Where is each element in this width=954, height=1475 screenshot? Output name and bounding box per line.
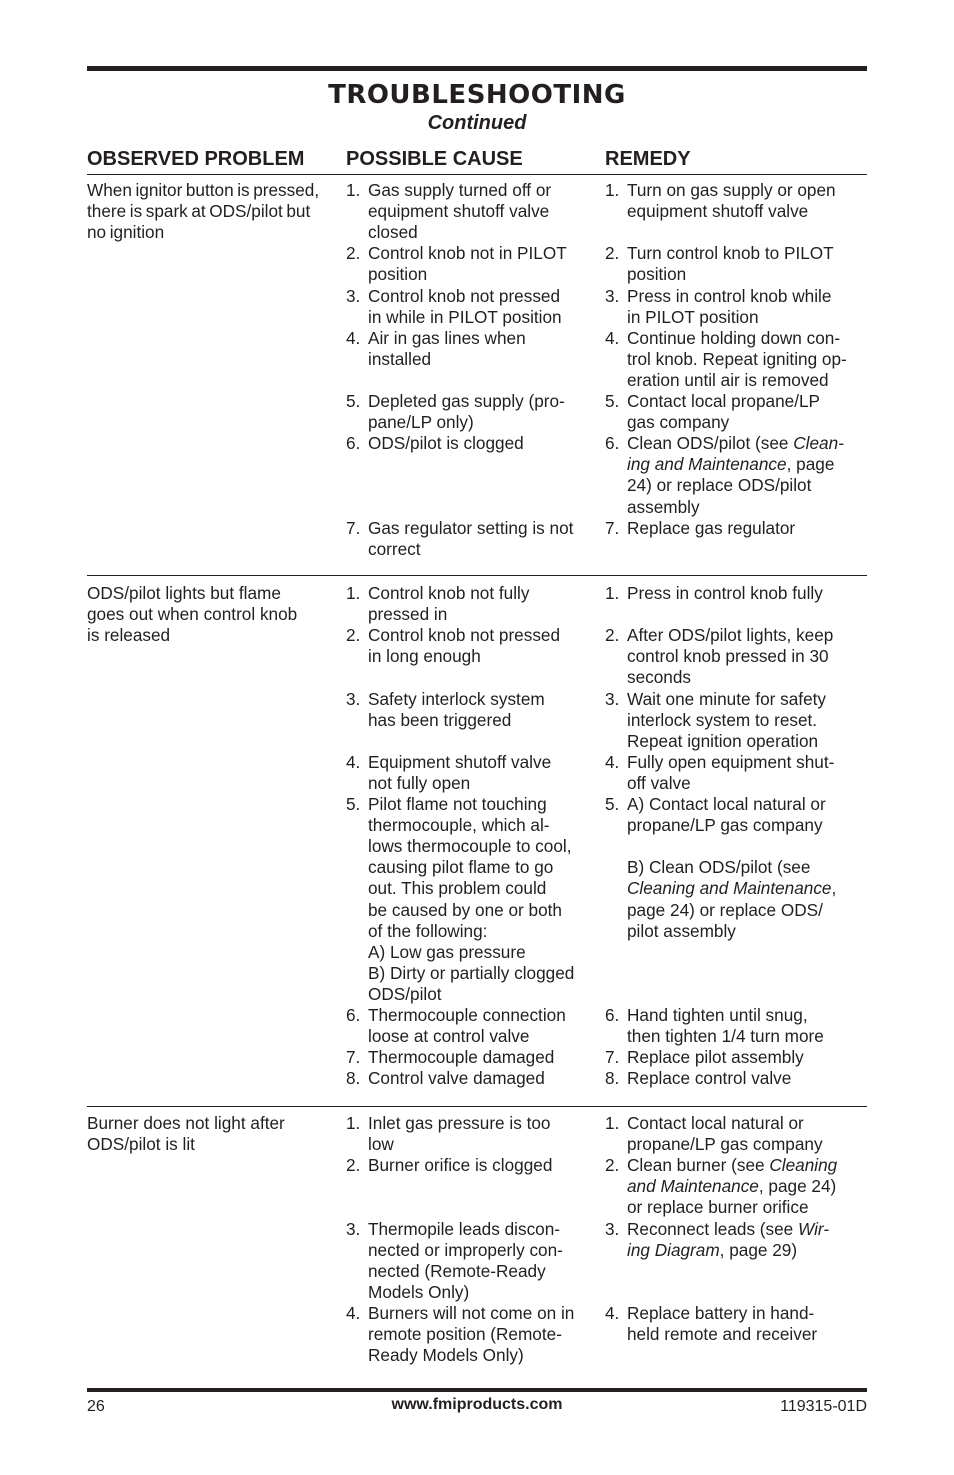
remedy-number: 5. bbox=[605, 794, 620, 814]
cause-text-line: remote position (Remote- bbox=[368, 1324, 562, 1344]
cause-text-line: Control knob not pressed bbox=[368, 625, 561, 646]
remedy-text-line: off valve bbox=[627, 772, 691, 793]
column-header-cause: POSSIBLE CAUSE bbox=[346, 148, 523, 170]
remedy-number: 4. bbox=[605, 1302, 620, 1323]
remedy-text-line: trol knob. Repeat igniting op- bbox=[627, 348, 847, 369]
remedy-text-line: propane/LP gas company bbox=[627, 1134, 823, 1155]
cause-number: 7. bbox=[346, 517, 361, 538]
remedy-text-line: Wait one minute for safety bbox=[627, 688, 827, 709]
cause-text-line: Burner orifice is clogged bbox=[368, 1155, 553, 1176]
cause-text-line: nected (Remote-Ready bbox=[368, 1260, 546, 1281]
problem-text-line: When ignitor button is pressed, bbox=[87, 180, 320, 200]
cause-text-line: pane/LP only) bbox=[368, 412, 474, 433]
column-header-remedy: REMEDY bbox=[605, 148, 691, 170]
remedy-text-line: held remote and receiver bbox=[627, 1324, 818, 1344]
cause-number: 4. bbox=[346, 1302, 361, 1323]
cause-text-line: Control knob not pressed bbox=[368, 285, 561, 306]
remedy-number: 3. bbox=[605, 285, 620, 306]
cause-text-line: Thermopile leads discon- bbox=[368, 1218, 561, 1239]
remedy-text-line: 24) or replace ODS/pilot bbox=[627, 475, 812, 496]
remedy-number: 4. bbox=[605, 751, 620, 772]
remedy-text-line: ing and Maintenance, page bbox=[627, 454, 835, 475]
cause-number: 4. bbox=[346, 327, 361, 348]
remedy-text-line: B) Clean ODS/pilot (see bbox=[627, 857, 811, 878]
remedy-text-line: Clean ODS/pilot (see Clean- bbox=[627, 433, 844, 454]
cause-number: 6. bbox=[346, 1005, 361, 1025]
remedy-number: 6. bbox=[605, 1005, 620, 1025]
cause-text-line: ODS/pilot bbox=[368, 983, 442, 1004]
remedy-number: 3. bbox=[605, 1218, 620, 1239]
cause-text-line: nected or improperly con- bbox=[368, 1239, 563, 1260]
remedy-text-line: control knob pressed in 30 bbox=[627, 646, 829, 667]
cause-text-line: Inlet gas pressure is too bbox=[368, 1113, 551, 1133]
cause-number: 2. bbox=[346, 1155, 361, 1176]
footer-website: www.fmiproducts.com bbox=[391, 1396, 563, 1413]
cause-text-line: Depleted gas supply (pro- bbox=[368, 391, 565, 411]
remedy-text-line: Press in control knob fully bbox=[627, 583, 823, 603]
remedy-text-line: pilot assembly bbox=[627, 920, 736, 941]
remedy-text-line: propane/LP gas company bbox=[627, 815, 823, 836]
problem-text-line: ODS/pilot lights but flame bbox=[87, 583, 281, 603]
page-subtitle: Continued bbox=[427, 112, 527, 134]
problem-text-line: there is spark at ODS/pilot but bbox=[87, 201, 311, 222]
cause-text-line: in long enough bbox=[368, 646, 481, 667]
remedy-number: 5. bbox=[605, 391, 620, 411]
remedy-number: 6. bbox=[605, 433, 620, 454]
remedy-text-line: page 24) or replace ODS/ bbox=[627, 899, 823, 920]
remedy-text-line: Turn control knob to PILOT bbox=[627, 243, 834, 264]
remedy-number: 1. bbox=[605, 583, 620, 603]
cause-text-line: installed bbox=[368, 348, 432, 369]
problem-text-line: is released bbox=[87, 625, 171, 646]
cause-text-line: B) Dirty or partially clogged bbox=[368, 962, 575, 983]
remedy-number: 2. bbox=[605, 243, 620, 264]
remedy-text-line: and Maintenance, page 24) bbox=[627, 1176, 837, 1197]
cause-number: 1. bbox=[346, 180, 361, 200]
cause-number: 5. bbox=[346, 391, 361, 411]
cause-text-line: of the following: bbox=[368, 920, 488, 941]
remedy-number: 8. bbox=[605, 1068, 620, 1089]
cause-text-line: Burners will not come on in bbox=[368, 1302, 575, 1323]
cause-number: 8. bbox=[346, 1068, 361, 1089]
remedy-text-line: Press in control knob while bbox=[627, 285, 832, 306]
document-number: 119315-01D bbox=[780, 1398, 867, 1415]
cause-text-line: thermocouple, which al- bbox=[368, 815, 550, 836]
remedy-text-line: or replace burner orifice bbox=[627, 1197, 809, 1218]
problem-text-line: ODS/pilot is lit bbox=[87, 1134, 195, 1155]
cause-text-line: Pilot flame not touching bbox=[368, 794, 547, 814]
remedy-text-line: eration until air is removed bbox=[627, 369, 829, 390]
remedy-text-line: Turn on gas supply or open bbox=[627, 180, 836, 200]
cause-text-line: correct bbox=[368, 538, 421, 559]
cause-text-line: causing pilot flame to go bbox=[368, 857, 554, 878]
cause-text-line: Ready Models Only) bbox=[368, 1345, 524, 1366]
cause-text-line: Air in gas lines when bbox=[368, 327, 526, 348]
remedy-text-line: Contact local propane/LP bbox=[627, 391, 821, 411]
cause-text-line: Thermocouple connection bbox=[368, 1005, 566, 1025]
cause-number: 2. bbox=[346, 625, 361, 646]
cause-number: 3. bbox=[346, 1218, 361, 1239]
cause-text-line: position bbox=[368, 264, 428, 285]
remedy-text-line: in PILOT position bbox=[627, 306, 759, 327]
remedy-number: 1. bbox=[605, 1113, 620, 1133]
remedy-text-line: Replace control valve bbox=[627, 1068, 792, 1089]
remedy-text-line: Replace battery in hand- bbox=[627, 1302, 815, 1323]
header-rule bbox=[87, 174, 867, 175]
remedy-text-line: equipment shutoff valve bbox=[627, 201, 809, 222]
cause-text-line: Models Only) bbox=[368, 1281, 470, 1302]
cause-text-line: closed bbox=[368, 222, 418, 243]
cause-text-line: lows thermocouple to cool, bbox=[368, 836, 572, 857]
cause-number: 6. bbox=[346, 433, 361, 454]
remedy-number: 7. bbox=[605, 517, 620, 538]
remedy-text-line: interlock system to reset. bbox=[627, 709, 818, 730]
problem-text-line: no ignition bbox=[87, 222, 165, 243]
cause-text-line: ODS/pilot is clogged bbox=[368, 433, 524, 454]
remedy-number: 2. bbox=[605, 625, 620, 646]
remedy-number: 2. bbox=[605, 1155, 620, 1176]
remedy-number: 1. bbox=[605, 180, 620, 200]
remedy-number: 7. bbox=[605, 1047, 620, 1068]
problem-text-line: goes out when control knob bbox=[87, 604, 298, 625]
page-title: TROUBLESHOOTING bbox=[328, 80, 626, 110]
remedy-text-line: Clean burner (see Cleaning bbox=[627, 1155, 838, 1176]
cause-text-line: Gas regulator setting is not bbox=[368, 517, 574, 538]
cause-text-line: Control knob not in PILOT bbox=[368, 243, 567, 264]
cause-number: 3. bbox=[346, 688, 361, 709]
remedy-text-line: ing Diagram, page 29) bbox=[627, 1239, 798, 1260]
remedy-text-line: assembly bbox=[627, 496, 700, 517]
remedy-text-line: Fully open equipment shut- bbox=[627, 751, 835, 772]
remedy-text-line: A) Contact local natural or bbox=[627, 794, 826, 814]
section-divider bbox=[87, 1106, 867, 1107]
cause-text-line: equipment shutoff valve bbox=[368, 201, 550, 222]
remedy-text-line: gas company bbox=[627, 412, 730, 433]
page-number: 26 bbox=[87, 1398, 105, 1415]
cause-number: 1. bbox=[346, 1113, 361, 1133]
remedy-number: 4. bbox=[605, 327, 620, 348]
remedy-text-line: Cleaning and Maintenance, bbox=[627, 878, 837, 899]
remedy-text-line: seconds bbox=[627, 667, 692, 688]
cause-text-line: Control valve damaged bbox=[368, 1068, 545, 1089]
bottom-rule bbox=[87, 1388, 867, 1392]
cause-text-line: loose at control valve bbox=[368, 1026, 530, 1047]
section-divider bbox=[87, 575, 867, 576]
remedy-text-line: then tighten 1/4 turn more bbox=[627, 1026, 824, 1047]
cause-number: 5. bbox=[346, 794, 361, 814]
cause-text-line: out. This problem could bbox=[368, 878, 547, 899]
remedy-text-line: Contact local natural or bbox=[627, 1113, 804, 1133]
cause-text-line: pressed in bbox=[368, 604, 448, 625]
cause-text-line: in while in PILOT position bbox=[368, 306, 562, 327]
problem-text-line: Burner does not light after bbox=[87, 1113, 285, 1133]
remedy-text-line: Reconnect leads (see Wir- bbox=[627, 1218, 830, 1239]
cause-text-line: Equipment shutoff valve bbox=[368, 751, 552, 772]
cause-number: 7. bbox=[346, 1047, 361, 1068]
cause-text-line: Gas supply turned off or bbox=[368, 180, 552, 200]
cause-text-line: low bbox=[368, 1134, 394, 1155]
column-header-problem: OBSERVED PROBLEM bbox=[87, 148, 305, 170]
remedy-text-line: Repeat ignition operation bbox=[627, 730, 819, 751]
cause-text-line: Control knob not fully bbox=[368, 583, 530, 603]
remedy-text-line: position bbox=[627, 264, 687, 285]
cause-number: 2. bbox=[346, 243, 361, 264]
cause-text-line: A) Low gas pressure bbox=[368, 941, 526, 962]
cause-text-line: has been triggered bbox=[368, 709, 512, 730]
remedy-text-line: Replace gas regulator bbox=[627, 517, 796, 538]
cause-text-line: Safety interlock system bbox=[368, 688, 545, 709]
top-rule bbox=[87, 66, 867, 71]
cause-text-line: not fully open bbox=[368, 772, 471, 793]
cause-number: 4. bbox=[346, 751, 361, 772]
cause-number: 3. bbox=[346, 285, 361, 306]
remedy-number: 3. bbox=[605, 688, 620, 709]
remedy-text-line: Continue holding down con- bbox=[627, 327, 841, 348]
remedy-text-line: After ODS/pilot lights, keep bbox=[627, 625, 834, 646]
cause-text-line: Thermocouple damaged bbox=[368, 1047, 555, 1068]
remedy-text-line: Hand tighten until snug, bbox=[627, 1005, 808, 1025]
cause-text-line: be caused by one or both bbox=[368, 899, 562, 920]
remedy-text-line: Replace pilot assembly bbox=[627, 1047, 804, 1068]
cause-number: 1. bbox=[346, 583, 361, 603]
